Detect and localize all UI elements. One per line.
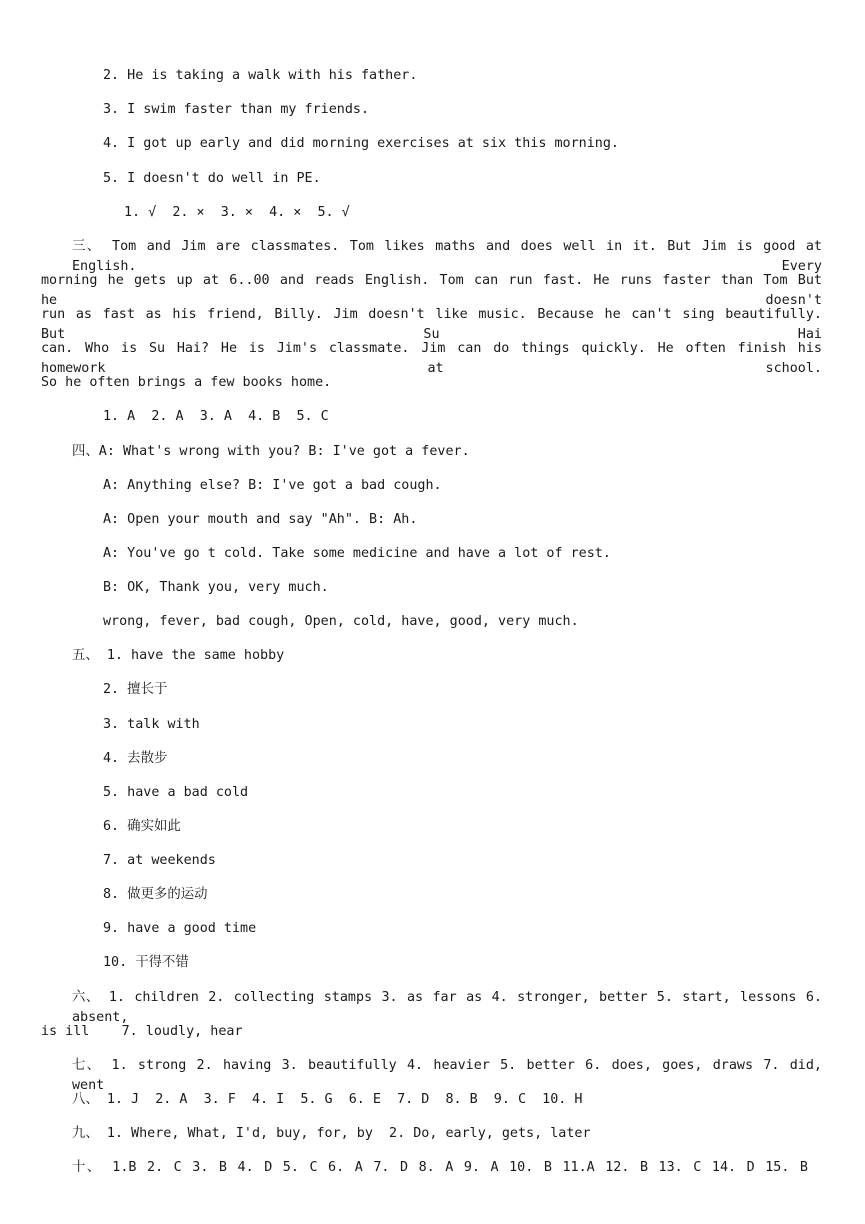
section-5-item: 10. 干得不错 — [103, 955, 189, 970]
section-5-item: 五、 1. have the same hobby — [72, 648, 285, 663]
section-5-item: 2. 擅长于 — [103, 682, 168, 697]
section-4-answers: wrong, fever, bad cough, Open, cold, have, good, very much. — [103, 614, 579, 629]
section-3-passage-line: So he often brings a few books home. — [41, 375, 332, 390]
section-7-answers: 七、 1. strong 2. having 3. beautifully 4. heavier 5. better 6. does, goes, draws 7. did, went — [72, 1058, 822, 1093]
section-3-passage-line: 三、 Tom and Jim are classmates. Tom likes maths and does well in it. But Jim is good at English. Every — [72, 239, 822, 274]
section-2-sentence: 3. I swim faster than my friends. — [103, 102, 370, 117]
section-4-dialogue-line: A: Open your mouth and say "Ah". B: Ah. — [103, 512, 418, 527]
section-4-dialogue-line: 四、A: What's wrong with you? B: I've got a fever. — [72, 444, 470, 459]
section-5-item: 5. have a bad cold — [103, 785, 249, 800]
section-2-sentence: 4. I got up early and did morning exercises at six this morning. — [103, 136, 619, 151]
section-5-item: 9. have a good time — [103, 921, 257, 936]
section-9-answers: 九、 1. Where, What, I'd, buy, for, by 2. Do, early, gets, later — [72, 1126, 591, 1141]
section-5-item: 3. talk with — [103, 717, 200, 732]
section-2-answers: 1. √ 2. × 3. × 4. × 5. √ — [124, 205, 350, 220]
section-3-answers: 1. A 2. A 3. A 4. B 5. C — [103, 409, 329, 424]
section-3-passage-line: can. Who is Su Hai? He is Jim's classmate. Jim can do things quickly. He often finish his homework at school. — [41, 341, 822, 376]
section-8-answers: 八、 1. J 2. A 3. F 4. I 5. G 6. E 7. D 8. B 9. C 10. H — [72, 1092, 583, 1107]
section-5-item: 7. at weekends — [103, 853, 216, 868]
section-5-item: 8. 做更多的运动 — [103, 887, 208, 902]
section-2-sentence: 2. He is taking a walk with his father. — [103, 68, 418, 83]
section-5-item: 6. 确实如此 — [103, 819, 181, 834]
section-3-passage-line: morning he gets up at 6..00 and reads English. Tom can run fast. He runs faster than Tom But he doesn't — [41, 273, 822, 308]
section-4-dialogue-line: B: OK, Thank you, very much. — [103, 580, 329, 595]
section-4-dialogue-line: A: You've go t cold. Take some medicine and have a lot of rest. — [103, 546, 611, 561]
section-6-answers: is ill 7. loudly, hear — [41, 1024, 243, 1039]
section-6-answers: 六、 1. children 2. collecting stamps 3. as far as 4. stronger, better 5. start, lessons 6. absent, — [72, 990, 822, 1025]
section-4-dialogue-line: A: Anything else? B: I've got a bad cough. — [103, 478, 442, 493]
section-2-sentence: 5. I doesn't do well in PE. — [103, 171, 321, 186]
section-3-passage-line: run as fast as his friend, Billy. Jim doesn't like music. Because he can't sing beautifully. But Su Hai — [41, 307, 822, 342]
section-10-answers: 十、 1.B 2. C 3. B 4. D 5. C 6. A 7. D 8. A 9. A 10. B 11.A 12. B 13. C 14. D 15. B — [72, 1160, 808, 1175]
section-5-item: 4. 去散步 — [103, 751, 168, 766]
